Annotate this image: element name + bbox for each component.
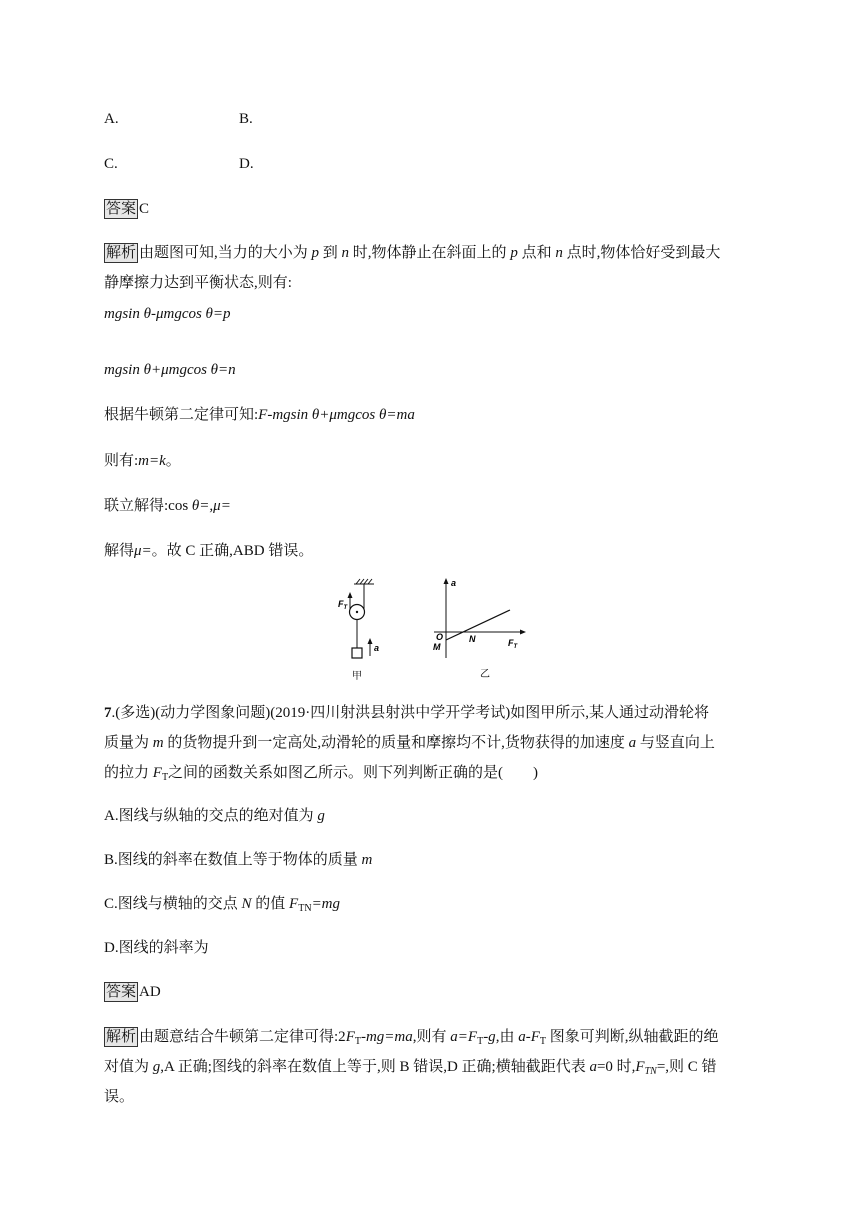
label-FT: $F_T$ — [338, 599, 348, 611]
answer-tag: 答案 — [106, 984, 137, 1000]
var-p: p — [510, 245, 518, 261]
analysis-text: 由题意结合牛顿第二定律可得:2 — [139, 1029, 346, 1045]
analysis-text: ,则有 — [412, 1029, 451, 1045]
var-F: F — [152, 765, 162, 781]
arrow-up-icon — [348, 592, 353, 598]
analysis-equation: a-F — [518, 1029, 540, 1045]
option-d-prev: D. — [239, 156, 254, 172]
subscript-TN: TN — [298, 903, 312, 914]
equation-6 — [104, 540, 313, 562]
ceiling-hatch — [354, 579, 374, 584]
option-a-prev: A. — [104, 111, 119, 127]
analysis-text: 点和 — [517, 245, 556, 261]
analysis-equation: -mg=ma — [360, 1029, 413, 1045]
graph-line — [446, 610, 510, 640]
equation-suffix: 。故 C 正确,ABD 错误。 — [151, 543, 314, 559]
equation-5 — [104, 495, 231, 517]
choice-d — [104, 937, 209, 959]
x-axis-arrow-icon — [520, 630, 526, 635]
equation-prefix: 解得 — [104, 543, 135, 559]
analysis-text: 图象可判断,纵轴截距的绝 — [545, 1029, 719, 1045]
choice-text: D.图线的斜率为 — [104, 940, 209, 956]
subscript-T: T — [477, 1036, 484, 1047]
subscript-T: T — [354, 1036, 361, 1047]
question-text: 与竖直向上 — [636, 735, 715, 751]
question-7 — [104, 698, 754, 788]
analysis-tag: 解析 — [106, 1029, 137, 1045]
answer-value: C — [139, 201, 150, 217]
caption-yi: 乙 — [480, 669, 490, 680]
equation-suffix: 。 — [165, 453, 181, 469]
var-F: F — [635, 1059, 645, 1075]
choice-c — [104, 893, 340, 915]
caption-jia: 甲 — [352, 671, 362, 682]
analysis-text: =0 时, — [596, 1059, 636, 1075]
y-axis-arrow-icon — [444, 578, 449, 584]
var-n: n — [555, 245, 563, 261]
var-m: m — [152, 735, 164, 751]
analysis-text: 时,物体静止在斜面上的 — [349, 245, 511, 261]
cargo-box — [352, 648, 362, 658]
answer-tag: 答案 — [106, 201, 137, 217]
var-a: a — [628, 735, 637, 751]
origin-label: O — [436, 632, 444, 642]
analysis-text: 对值为 — [104, 1059, 153, 1075]
question-text: 质量为 — [104, 735, 153, 751]
equation-prefix: 则有: — [104, 453, 139, 469]
analysis-text: ,由 — [495, 1029, 519, 1045]
analysis-text: 点时,物体恰好受到最大 — [562, 245, 721, 261]
analysis-text: 到 — [319, 245, 342, 261]
choice-text: 的值 — [251, 896, 290, 912]
subscript-TN: TN — [644, 1066, 657, 1077]
equation-text: F-mgsin θ+μmgcos θ=ma — [258, 407, 415, 423]
equation-prefix: 根据牛顿第二定律可知: — [104, 407, 259, 423]
equation-3 — [104, 404, 415, 426]
equation-text: μ= — [134, 543, 152, 559]
analysis-prev — [104, 238, 754, 298]
option-c-prev: C. — [104, 156, 118, 172]
analysis-equation: -g — [483, 1029, 496, 1045]
answer-prev — [104, 198, 149, 220]
subscript-T: T — [161, 772, 169, 783]
choice-b — [104, 849, 372, 871]
subscript-T: T — [539, 1036, 546, 1047]
label-a-left: a — [374, 643, 380, 653]
var-g: g — [317, 808, 325, 824]
question-text: .(多选)(动力学图象问题)(2019·四川射洪县射洪中学开学考试)如图甲所示,某人通过动滑轮将 — [111, 705, 709, 721]
var-m: m — [361, 852, 373, 868]
question-number: 7 — [104, 705, 112, 721]
choice-text: A.图线与纵轴的交点的绝对值为 — [104, 808, 318, 824]
point-M-label: M — [433, 642, 441, 652]
answer-value: AD — [139, 984, 161, 1000]
equation-prefix: 联立解得:cos — [104, 498, 192, 514]
equation-text: m=k — [138, 453, 166, 469]
analysis-text: 静摩擦力达到平衡状态,则有: — [104, 275, 292, 291]
y-axis-label: a — [451, 578, 457, 588]
x-axis-label: $F_T$ — [508, 638, 518, 650]
var-p: p — [311, 245, 320, 261]
var-F: F — [289, 896, 299, 912]
question-text: 的货物提升到一定高处,动滑轮的质量和摩擦均不计,货物获得的加速度 — [163, 735, 629, 751]
analysis-text: 由题图可知,当力的大小为 — [139, 245, 312, 261]
choice-a — [104, 805, 325, 827]
var-g: g — [152, 1059, 161, 1075]
pulley-axle — [356, 611, 358, 613]
equation-text: mgsin θ-μmgcos θ=p — [104, 306, 231, 322]
var-a: a — [589, 1059, 597, 1075]
equation-4 — [104, 450, 181, 472]
analysis-text: 误。 — [104, 1089, 135, 1105]
var-F: F — [345, 1029, 355, 1045]
analysis-text: ,A 正确;图线的斜率在数值上等于,则 B 错误,D 正确;横轴截距代表 — [160, 1059, 590, 1075]
var-n: n — [341, 245, 350, 261]
choice-text: B.图线的斜率在数值上等于物体的质量 — [104, 852, 362, 868]
analysis-7 — [104, 1022, 754, 1112]
choice-equation: =mg — [311, 896, 341, 912]
answer-7 — [104, 981, 161, 1003]
analysis-tag: 解析 — [106, 245, 137, 261]
choice-text: C.图线与横轴的交点 — [104, 896, 242, 912]
equation-text: θ=,μ= — [191, 498, 231, 514]
var-N: N — [241, 896, 252, 912]
accel-arrow-head-icon — [368, 638, 373, 644]
question-text: 之间的函数关系如图乙所示。则下列判断正确的是( ) — [168, 765, 539, 781]
point-N-label: N — [469, 634, 476, 644]
option-b-prev: B. — [239, 111, 253, 127]
analysis-equation: a=F — [450, 1029, 478, 1045]
equation-2 — [104, 359, 236, 381]
figure-pulley-and-graph — [330, 574, 530, 686]
question-text: 的拉力 — [104, 765, 153, 781]
equation-text: mgsin θ+μmgcos θ=n — [104, 362, 236, 378]
equation-1 — [104, 303, 231, 325]
analysis-text: =,则 C 错 — [656, 1059, 717, 1075]
